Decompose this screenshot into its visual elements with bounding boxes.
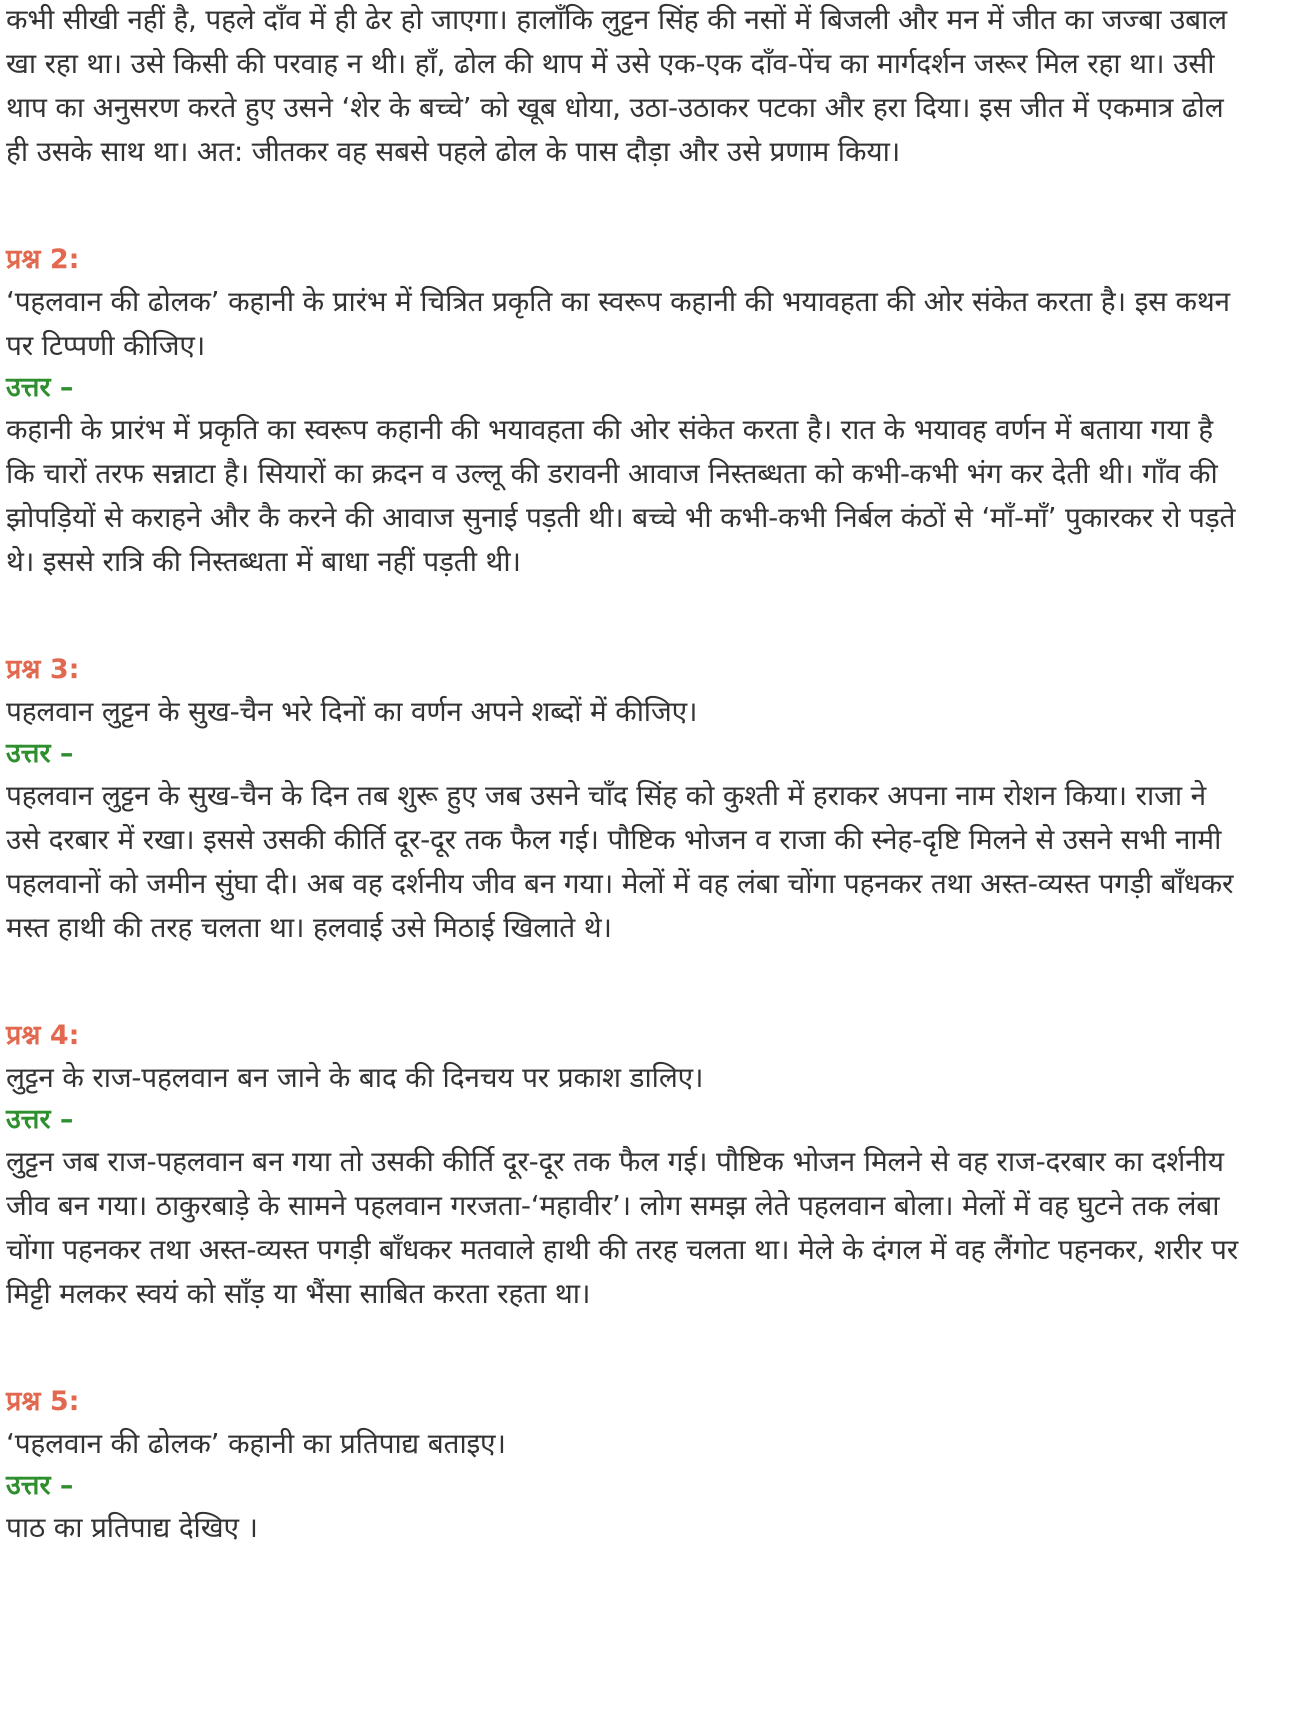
answer-text: पाठ का प्रतिपाद्य देखिए । (6, 1511, 258, 1544)
question-label: प्रश्न 5: (6, 1386, 80, 1417)
question-label: प्रश्न 4: (6, 1020, 80, 1051)
qa-block-5 (6, 1382, 1241, 1550)
qa-block-3 (6, 650, 1241, 950)
answer-text: पहलवान लुट्टन के सुख-चैन के दिन तब शुरू हुए जब उसने चाँद सिंह को कुश्ती में हराकर अपना नाम रोशन किया। राजा ने उसे दरबार में रखा। इससे उसकी कीर्ति दूर-दूर तक फैल गई। पौष्टिक भोजन व राजा की स्नेह-दृष्टि मिलने से उसने सभी नामी पहलवानों को जमीन सुंघा दी। अब वह दर्शनीय जीव बन गया। मेलों में वह लंबा चोंगा पहनकर तथा अस्त-व्यस्त पगड़ी बाँधकर मस्त हाथी की तरह चलता था। हलवाई उसे मिठाई खिलाते थे। (6, 779, 1234, 944)
question-label: प्रश्न 2: (6, 244, 80, 275)
question-text: लुट्टन के राज-पहलवान बन जाने के बाद की दिनचय पर प्रकाश डालिए। (6, 1061, 704, 1094)
qa-block-2 (6, 240, 1241, 584)
question-label: प्रश्न 3: (6, 654, 80, 685)
answer-label: उत्तर – (6, 1104, 74, 1135)
answer-label: उत्तर – (6, 372, 74, 403)
question-text: ‘पहलवान की ढोलक’ कहानी के प्रारंभ में चित्रित प्रकृति का स्वरूप कहानी की भयावहता की ओर संकेत करता है। इस कथन पर टिप्पणी कीजिए। (6, 285, 1230, 362)
qa-block-4 (6, 1016, 1241, 1316)
answer-text: कहानी के प्रारंभ में प्रकृति का स्वरूप कहानी की भयावहता की ओर संकेत करता है। रात के भयावह वर्णन में बताया गया है कि चारों तरफ सन्नाटा है। सियारों का क्रदन व उल्लू की डरावनी आवाज निस्तब्धता को कभी-कभी भंग कर देती थी। गाँव की झोपड़ियों से कराहने और कै करने की आवाज सुनाई पड़ती थी। बच्चे भी कभी-कभी निर्बल कंठों से ‘माँ-माँ’ पुकारकर रो पड़ते थे। इससे रात्रि की निस्तब्धता में बाधा नहीं पड़ती थी। (6, 413, 1236, 578)
question-text: ‘पहलवान की ढोलक’ कहानी का प्रतिपाद्य बताइए। (6, 1427, 506, 1460)
answer-label: उत्तर – (6, 738, 74, 769)
answer-label: उत्तर – (6, 1470, 74, 1501)
answer-text: लुट्टन जब राज-पहलवान बन गया तो उसकी कीर्ति दूर-दूर तक फैल गई। पौष्टिक भोजन मिलने से वह राज-दरबार का दर्शनीय जीव बन गया। ठाकुरबाड़े के सामने पहलवान गरजता-‘महावीर’। लोग समझ लेते पहलवान बोला। मेलों में वह घुटने तक लंबा चोंगा पहनकर तथा अस्त-व्यस्त पगड़ी बाँधकर मतवाले हाथी की तरह चलता था। मेले के दंगल में वह लैंगोट पहनकर, शरीर पर मिट्टी मलकर स्वयं को साँड़ या भैंसा साबित करता रहता था। (6, 1145, 1238, 1310)
intro-paragraph: कभी सीखी नहीं है, पहले दाँव में ही ढेर हो जाएगा। हालाँकि लुट्टन सिंह की नसों में बिजली और मन में जीत का जज्बा उबाल खा रहा था। उसे किसी की परवाह न थी। हाँ, ढोल की थाप में उसे एक-एक दाँव-पेंच का मार्गदर्शन जरूर मिल रहा था। उसी थाप का अनुसरण करते हुए उसने ‘शेर के बच्चे’ को खूब धोया, उठा-उठाकर पटका और हरा दिया। इस जीत में एकमात्र ढोल ही उसके साथ था। अत: जीतकर वह सबसे पहले ढोल के पास दौड़ा और उसे प्रणाम किया। (6, 3, 1227, 168)
question-text: पहलवान लुट्टन के सुख-चैन भरे दिनों का वर्णन अपने शब्दों में कीजिए। (6, 695, 698, 728)
